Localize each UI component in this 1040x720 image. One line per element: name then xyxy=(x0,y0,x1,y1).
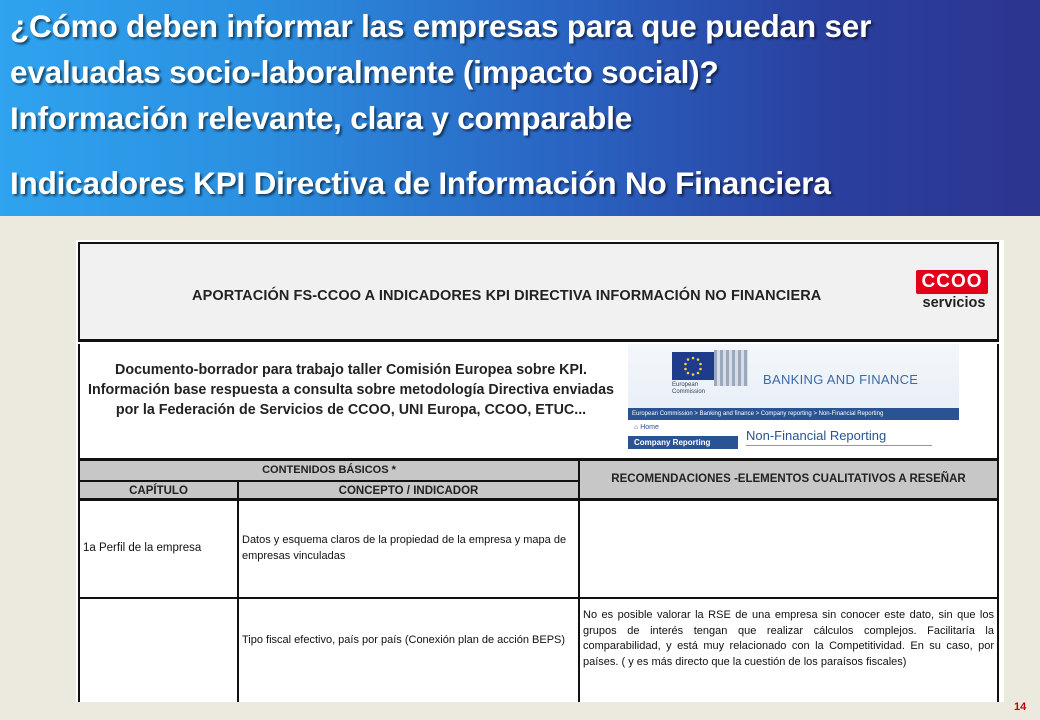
header-concepto: CONCEPTO / INDICADOR xyxy=(237,480,578,500)
table-cell-capitulo: 1a Perfil de la empresa xyxy=(78,501,237,599)
document-image xyxy=(76,240,1004,702)
eu-flag-icon xyxy=(672,352,714,380)
ec-breadcrumb: European Commission > Banking and finance > Company reporting > Non-Financial Reporting xyxy=(632,411,884,417)
ec-menu-item: Company Reporting xyxy=(628,436,738,449)
header-capitulo: CAPÍTULO xyxy=(78,480,237,500)
ec-page-title: Non-Financial Reporting xyxy=(746,428,932,446)
page-number: 14 xyxy=(1014,701,1027,713)
heading-line-1: ¿Cómo deben informar las empresas para que puedan ser xyxy=(10,8,872,44)
table-cell-recomendacion xyxy=(578,501,999,599)
document-title-box xyxy=(78,242,999,342)
table-cell-concepto: Datos y esquema claros de la propiedad de la empresa y mapa de empresas vinculadas xyxy=(237,501,578,599)
table-cell-concepto: Tipo fiscal efectivo, país por país (Conexión plan de acción BEPS) xyxy=(237,599,578,702)
ec-home-link: ⌂ Home xyxy=(634,424,659,431)
document-title: APORTACIÓN FS-CCOO A INDICADORES KPI DIRECTIVA INFORMACIÓN NO FINANCIERA xyxy=(192,288,822,304)
ccoo-logo-sub: servicios xyxy=(922,295,986,311)
ec-building-icon xyxy=(714,350,748,386)
header-recomendaciones: RECOMENDACIONES -ELEMENTOS CUALITATIVOS A RESEÑAR xyxy=(578,461,999,500)
heading-line-4: Indicadores KPI Directiva de Información No Financiera xyxy=(10,165,831,201)
table-cell-capitulo xyxy=(78,599,237,702)
heading-line-2: evaluadas socio-laboralmente (impacto social)? xyxy=(10,54,719,90)
ec-banner-screenshot xyxy=(628,344,999,460)
ec-breadcrumb-bar xyxy=(628,408,959,420)
ccoo-logo-mark: CCOO xyxy=(916,270,988,294)
ec-label: European Commission xyxy=(672,382,706,395)
title-banner xyxy=(0,0,1040,216)
heading-line-3: Información relevante, clara y comparable xyxy=(10,100,633,136)
draft-text: Documento-borrador para trabajo taller Comisión Europea sobre KPI. Información base respuesta a consulta sobre metodología Directiva enviadas por la Federación de Servicios de CCOO, UNI Europa, CCOO, ETUC... xyxy=(88,362,614,418)
ec-section-title: BANKING AND FINANCE xyxy=(763,372,919,387)
header-contenidos-basicos: CONTENIDOS BÁSICOS * xyxy=(78,461,578,480)
ccoo-logo xyxy=(912,268,994,312)
draft-description xyxy=(78,344,624,460)
ec-header xyxy=(628,344,959,420)
table-cell-recomendacion: No es posible valorar la RSE de una empresa sin conocer este dato, sin que los grupos de interés tengan que realizar cálculos complejos. Facilitaría la comparabilidad, y está muy relacionado con la Competitividad. En su caso, por países. ( y es más directo que la cuestión de los paraísos fiscales) xyxy=(578,599,999,702)
